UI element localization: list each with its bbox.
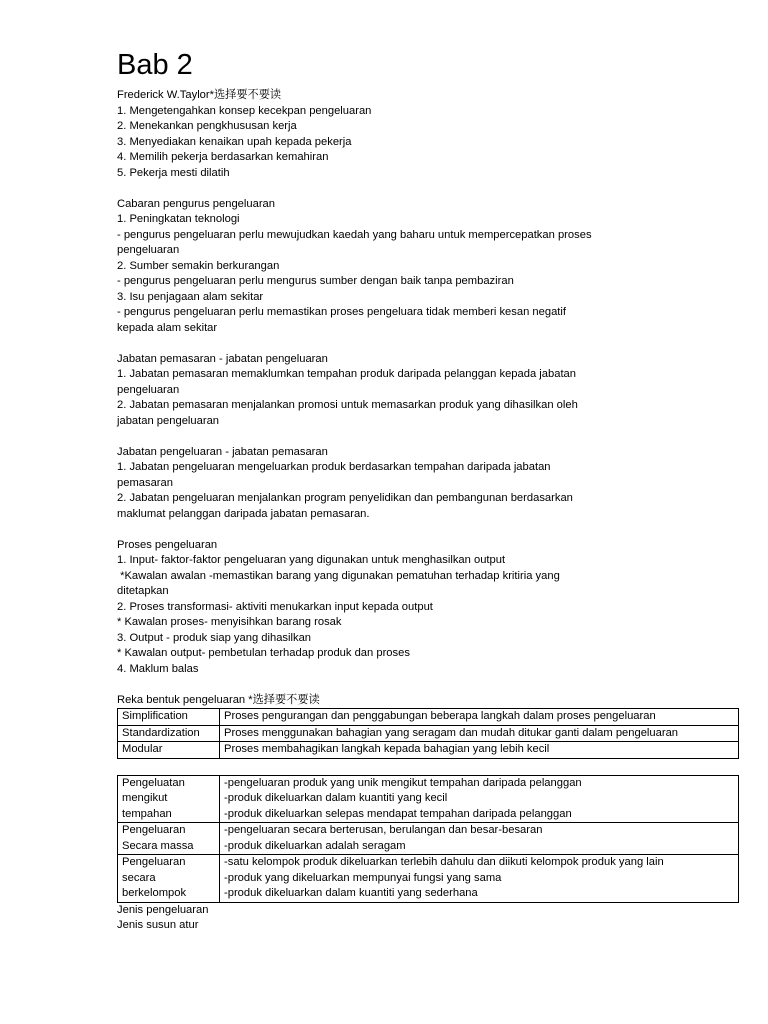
cell-line: tempahan xyxy=(122,807,172,820)
cell-line: -satu kelompok produk dikeluarkan terlebih dahulu dan diikuti kelompok produk yang lain xyxy=(224,856,664,868)
text-line: 1. Input- faktor-faktor pengeluaran yang digunakan untuk menghasilkan output xyxy=(117,554,506,566)
table-row xyxy=(118,742,739,759)
section-heading: Proses pengeluaran xyxy=(117,538,218,551)
text-line: 3. Isu penjagaan alam sekitar xyxy=(117,290,264,303)
list-item: 5. Pekerja mesti dilatih xyxy=(117,166,230,179)
taylor-section xyxy=(117,88,743,181)
pengeluaran-pemasaran-section xyxy=(117,445,743,523)
table-cell xyxy=(220,775,739,823)
proses-section xyxy=(117,538,743,678)
document-page xyxy=(117,44,743,934)
cell-line: Pengeluatan xyxy=(122,776,185,789)
text-line: 2. Proses transformasi- aktiviti menukarkan input kepada output xyxy=(117,600,433,613)
section-heading: Cabaran pengurus pengeluaran xyxy=(117,197,275,210)
text-line: - pengurus pengeluaran perlu memastikan proses pengeluara tidak memberi kesan negatif xyxy=(117,306,567,318)
table-cell: Proses pengurangan dan penggabungan beberapa langkah dalam proses pengeluaran xyxy=(220,709,739,726)
text-line: pengeluaran xyxy=(117,383,180,396)
section-heading: Jabatan pemasaran - jabatan pengeluaran xyxy=(117,352,328,365)
reka-bentuk-section xyxy=(117,693,743,903)
cell-line: -produk dikeluarkan selepas mendapat tempahan daripada pelanggan xyxy=(224,807,572,820)
pemasaran-pengeluaran-section xyxy=(117,352,743,430)
text-line: 4. Maklum balas xyxy=(117,662,199,675)
text-line: 1. Jabatan pengeluaran mengeluarkan produk berdasarkan tempahan daripada jabatan xyxy=(117,461,551,473)
cell-line: -produk yang dikeluarkan mempunyai fungsi yang sama xyxy=(224,871,502,884)
section-heading: Jabatan pengeluaran - jabatan pemasaran xyxy=(117,445,328,458)
cell-line: -pengeluaran secara berterusan, berulangan dan besar-besaran xyxy=(224,824,543,836)
table-cell xyxy=(118,823,220,855)
table-row xyxy=(118,775,739,823)
table-row xyxy=(118,725,739,742)
cell-line: -produk dikeluarkan adalah seragam xyxy=(224,839,406,852)
reka-bentuk-table xyxy=(117,708,739,759)
cell-line: -produk dikeluarkan dalam kuantiti yang kecil xyxy=(224,792,448,804)
table-cell: Proses menggunakan bahagian yang seragam dan mudah ditukar ganti dalam pengeluaran xyxy=(220,725,739,742)
cell-line: Pengeluaran xyxy=(122,856,186,868)
jenis-pengeluaran-table xyxy=(117,775,739,903)
text-line: * Kawalan proses- menyisihkan barang rosak xyxy=(117,616,342,628)
text-line: 2. Jabatan pengeluaran menjalankan program penyelidikan dan pembangunan berdasarkan xyxy=(117,492,573,504)
text-line: maklumat pelanggan daripada jabatan pemasaran. xyxy=(117,507,370,520)
table-row xyxy=(118,823,739,855)
table-cell xyxy=(220,823,739,855)
table-cell: Proses membahagikan langkah kepada bahagian yang lebih kecil xyxy=(220,742,739,759)
text-line: - pengurus pengeluaran perlu mengurus sumber dengan baik tanpa pembaziran xyxy=(117,275,514,287)
table-row xyxy=(118,709,739,726)
text-line: pemasaran xyxy=(117,476,173,489)
table-cell xyxy=(118,855,220,903)
cell-line: Pengeluaran xyxy=(122,824,186,836)
list-item: 2. Menekankan pengkhususan kerja xyxy=(117,120,297,132)
text-line: 2. Jabatan pemasaran menjalankan promosi untuk memasarkan produk yang dihasilkan oleh xyxy=(117,399,578,411)
text-line: pengeluaran xyxy=(117,244,180,256)
table-cell xyxy=(220,855,739,903)
table-cell: Simplification xyxy=(118,709,220,726)
section-heading: Frederick W.Taylor*选择要不要读 xyxy=(117,89,282,101)
text-line: ditetapkan xyxy=(117,585,169,597)
text-line: *Kawalan awalan -memastikan barang yang digunakan pematuhan terhadap kritiria yang xyxy=(117,569,560,582)
text-line: 3. Output - produk siap yang dihasilkan xyxy=(117,631,312,644)
cell-line: secara xyxy=(122,871,156,884)
table-cell: Modular xyxy=(118,742,220,759)
cell-line: -pengeluaran produk yang unik mengikut tempahan daripada pelanggan xyxy=(224,776,582,789)
table-cell: Standardization xyxy=(118,725,220,742)
table-cell xyxy=(118,775,220,823)
footer-lines xyxy=(117,903,743,934)
text-line: * Kawalan output- pembetulan terhadap produk dan proses xyxy=(117,647,410,659)
cell-line: berkelompok xyxy=(122,887,187,899)
list-item: 1. Mengetengahkan konsep kecekpan pengeluaran xyxy=(117,104,372,117)
text-line: Jenis pengeluaran xyxy=(117,903,209,916)
list-item: 4. Memilih pekerja berdasarkan kemahiran xyxy=(117,151,329,163)
section-heading: Reka bentuk pengeluaran *选择要不要读 xyxy=(117,693,320,706)
table-row xyxy=(118,855,739,903)
cell-line: mengikut xyxy=(122,792,168,804)
text-line: jabatan pengeluaran xyxy=(117,414,220,427)
page-title: Bab 2 xyxy=(117,49,193,81)
text-line: 1. Jabatan pemasaran memaklumkan tempahan produk daripada pelanggan kepada jabatan xyxy=(117,368,577,380)
cell-line: Secara massa xyxy=(122,839,194,852)
text-line: 1. Peningkatan teknologi xyxy=(117,213,240,225)
text-line: 2. Sumber semakin berkurangan xyxy=(117,259,280,272)
text-line: Jenis susun atur xyxy=(117,919,199,931)
cell-line: -produk dikeluarkan dalam kuantiti yang sederhana xyxy=(224,887,478,899)
list-item: 3. Menyediakan kenaikan upah kepada pekerja xyxy=(117,135,352,148)
text-line: kepada alam sekitar xyxy=(117,321,218,334)
text-line: - pengurus pengeluaran perlu mewujudkan kaedah yang baharu untuk mempercepatkan proses xyxy=(117,228,592,241)
cabaran-section xyxy=(117,197,743,337)
